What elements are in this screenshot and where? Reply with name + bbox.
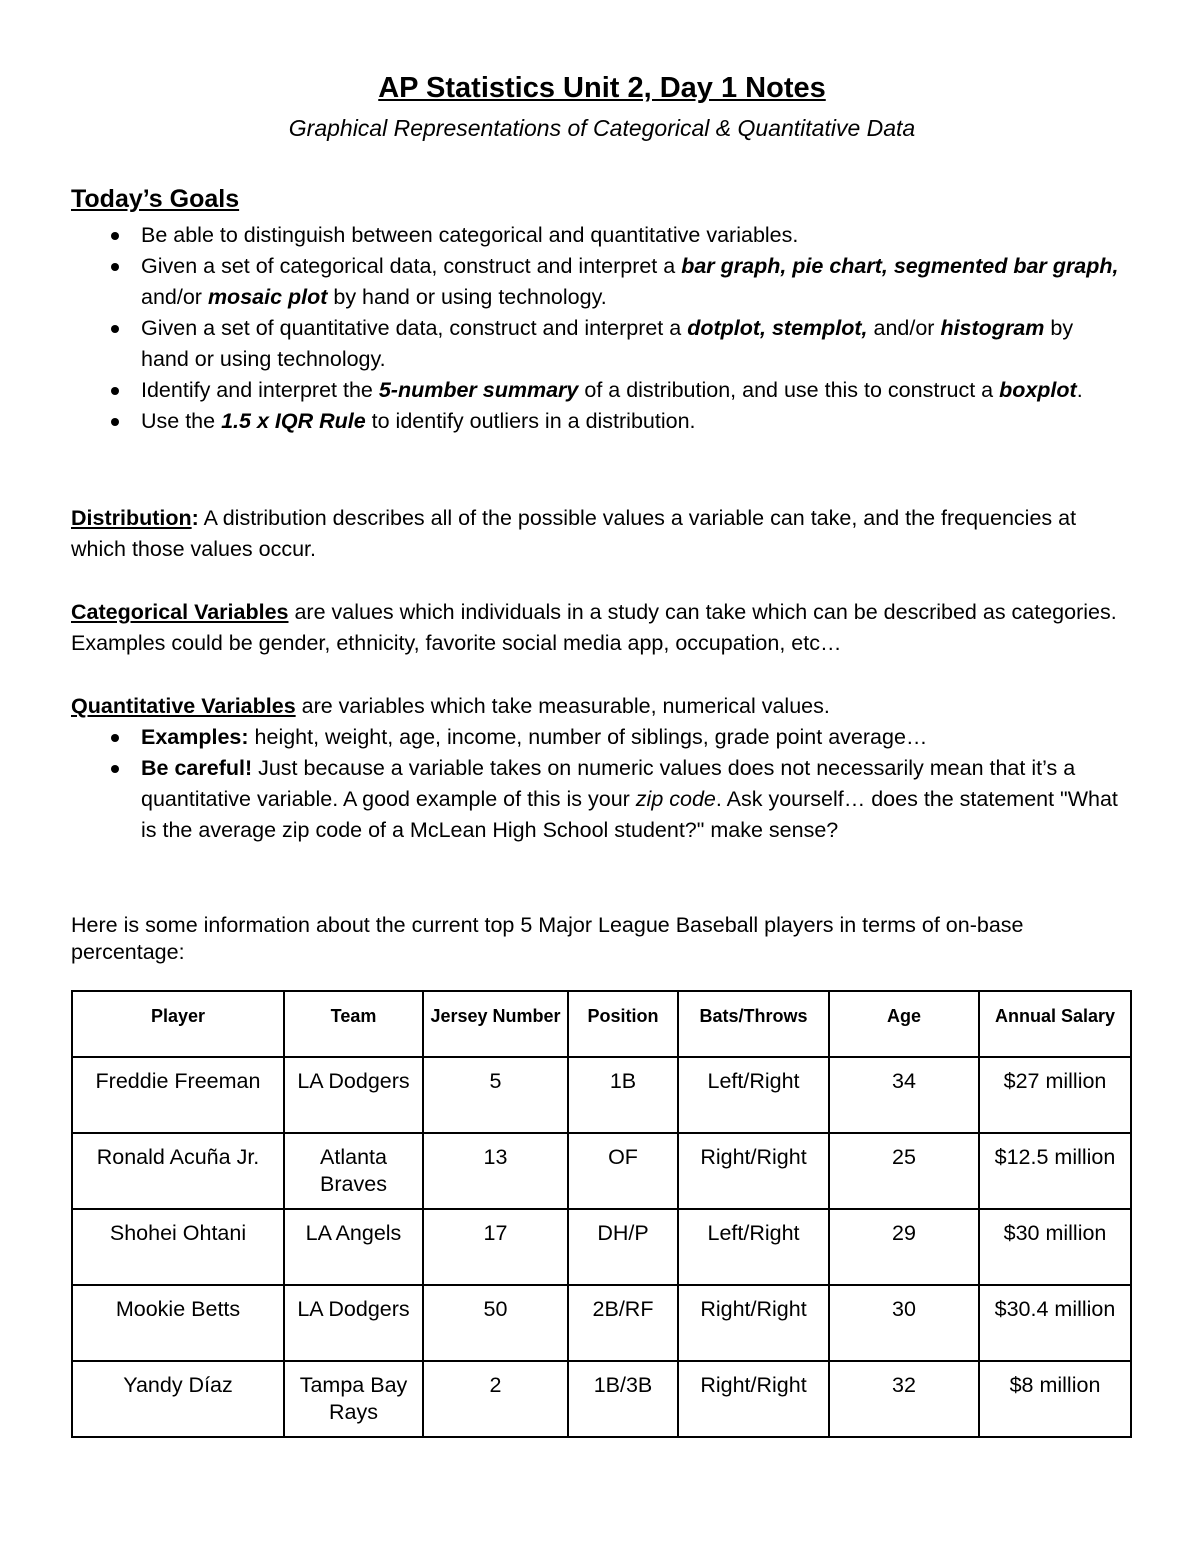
- table-cell: Mookie Betts: [72, 1285, 284, 1361]
- examples-label: Examples:: [141, 725, 249, 749]
- distribution-paragraph: [71, 503, 1121, 565]
- table-cell: Freddie Freeman: [72, 1057, 284, 1133]
- careful-emphasis: zip code: [635, 787, 716, 811]
- table-cell: $8 million: [979, 1361, 1131, 1437]
- table-cell: LA Angels: [284, 1209, 423, 1285]
- table-row: [72, 1057, 1131, 1133]
- goals-heading: Today’s Goals: [71, 185, 240, 213]
- goal-text: Given a set of categorical data, construct and interpret a: [141, 254, 682, 278]
- table-cell: 5: [423, 1057, 568, 1133]
- table-intro: Here is some information about the current top 5 Major League Baseball players in terms of on-base percentage:: [71, 913, 1024, 964]
- goal-text: Given a set of quantitative data, construct and interpret a: [141, 316, 688, 340]
- goal-item: [71, 251, 1121, 313]
- table-cell: 29: [829, 1209, 979, 1285]
- categorical-text: are values which individuals in a study can take which can be described as categories. Examples could be gender, ethnicity, favorite social media app, occupation, etc…: [71, 600, 1117, 655]
- table-cell: OF: [568, 1133, 678, 1209]
- table-row: [72, 1361, 1131, 1437]
- careful-text: . Ask yourself… does the statement "What is the average zip code of a McLean High School student?" make sense?: [141, 787, 1118, 842]
- table-cell: $12.5 million: [979, 1133, 1131, 1209]
- column-header: Annual Salary: [979, 991, 1131, 1057]
- goal-text: Be able to distinguish between categorical and quantitative variables.: [141, 223, 799, 247]
- goal-emphasis: histogram: [940, 316, 1045, 340]
- table-cell: Tampa Bay Rays: [284, 1361, 423, 1437]
- goal-item: [71, 313, 1121, 375]
- table-cell: $30.4 million: [979, 1285, 1131, 1361]
- goal-emphasis: bar graph, pie chart, segmented bar graph,: [681, 254, 1119, 278]
- table-cell: Right/Right: [678, 1133, 829, 1209]
- careful-text: Just because a variable takes on numeric values does not necessarily mean that it’s a quantitative variable. A good example of this is your: [141, 756, 1076, 811]
- categorical-term: Categorical Variables: [71, 600, 289, 624]
- column-header: Jersey Number: [423, 991, 568, 1057]
- column-header: Position: [568, 991, 678, 1057]
- table-cell: Right/Right: [678, 1361, 829, 1437]
- goal-item: [71, 406, 1121, 437]
- goal-text: by hand or using technology.: [141, 316, 1074, 371]
- table-cell: Yandy Díaz: [72, 1361, 284, 1437]
- column-header: Bats/Throws: [678, 991, 829, 1057]
- quantitative-paragraph: [71, 691, 1121, 722]
- goal-emphasis: 5-number summary: [378, 378, 579, 402]
- page-title: AP Statistics Unit 2, Day 1 Notes: [378, 72, 826, 104]
- goal-text: to identify outliers in a distribution.: [365, 409, 696, 433]
- distribution-text: A distribution describes all of the possible values a variable can take, and the frequencies at which those values occur.: [71, 506, 1077, 561]
- categorical-paragraph: [71, 597, 1121, 659]
- goal-text: and/or: [141, 285, 208, 309]
- goal-item: [71, 375, 1121, 406]
- table-cell: 32: [829, 1361, 979, 1437]
- goal-text: .: [1076, 378, 1083, 402]
- table-cell: 1B/3B: [568, 1361, 678, 1437]
- goal-text: Identify and interpret the: [141, 378, 379, 402]
- column-header: Player: [72, 991, 284, 1057]
- quantitative-text: are variables which take measurable, numerical values.: [295, 694, 830, 718]
- table-cell: 2B/RF: [568, 1285, 678, 1361]
- table-cell: 1B: [568, 1057, 678, 1133]
- column-header: Age: [829, 991, 979, 1057]
- table-header-row: [72, 991, 1131, 1057]
- goal-emphasis: dotplot, stemplot,: [687, 316, 868, 340]
- table-cell: 34: [829, 1057, 979, 1133]
- goal-emphasis: 1.5 x IQR Rule: [221, 409, 366, 433]
- table-cell: Left/Right: [678, 1209, 829, 1285]
- page-subtitle: Graphical Representations of Categorical & Quantitative Data: [288, 115, 916, 141]
- quantitative-note-item: [71, 753, 1121, 846]
- table-cell: LA Dodgers: [284, 1057, 423, 1133]
- players-table: [71, 990, 1132, 1438]
- quantitative-note-item: [71, 722, 1121, 753]
- goal-emphasis: boxplot: [999, 378, 1077, 402]
- table-cell: 30: [829, 1285, 979, 1361]
- goals-list: [71, 220, 1121, 437]
- table-row: [72, 1209, 1131, 1285]
- table-cell: Shohei Ohtani: [72, 1209, 284, 1285]
- table-row: [72, 1285, 1131, 1361]
- table-cell: $27 million: [979, 1057, 1131, 1133]
- goal-item: [71, 220, 1121, 251]
- quantitative-notes-list: [71, 722, 1121, 846]
- goal-text: Use the: [141, 409, 222, 433]
- table-cell: 50: [423, 1285, 568, 1361]
- table-cell: Ronald Acuña Jr.: [72, 1133, 284, 1209]
- goal-emphasis: mosaic plot: [207, 285, 328, 309]
- table-cell: 25: [829, 1133, 979, 1209]
- table-row: [72, 1133, 1131, 1209]
- table-cell: DH/P: [568, 1209, 678, 1285]
- table-cell: 17: [423, 1209, 568, 1285]
- table-cell: Left/Right: [678, 1057, 829, 1133]
- goal-text: by hand or using technology.: [327, 285, 607, 309]
- quantitative-term: Quantitative Variables: [71, 694, 296, 718]
- table-cell: 2: [423, 1361, 568, 1437]
- distribution-term: Distribution: [71, 506, 192, 530]
- distribution-colon: :: [191, 506, 199, 530]
- careful-label: Be careful!: [141, 756, 253, 780]
- column-header: Team: [284, 991, 423, 1057]
- table-cell: 13: [423, 1133, 568, 1209]
- examples-text: height, weight, age, income, number of siblings, grade point average…: [248, 725, 928, 749]
- table-cell: LA Dodgers: [284, 1285, 423, 1361]
- table-cell: $30 million: [979, 1209, 1131, 1285]
- table-cell: Atlanta Braves: [284, 1133, 423, 1209]
- goal-text: of a distribution, and use this to construct a: [578, 378, 1000, 402]
- table-cell: Right/Right: [678, 1285, 829, 1361]
- goal-text: and/or: [867, 316, 941, 340]
